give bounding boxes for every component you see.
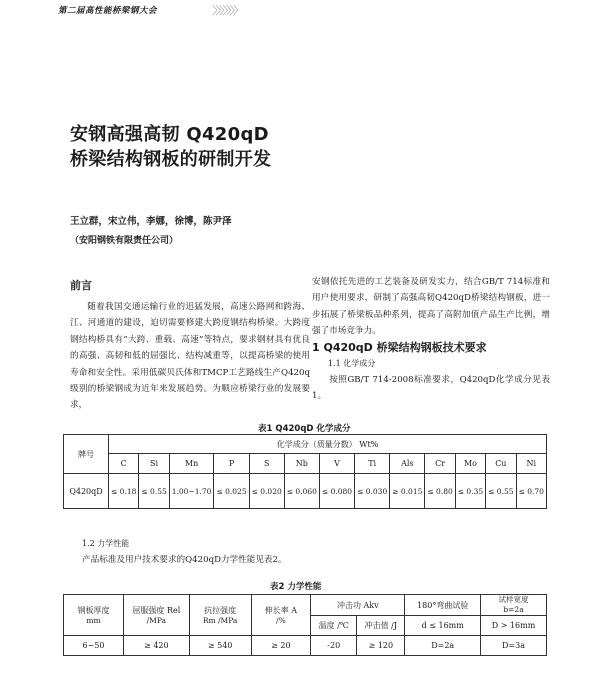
header-tensile-label: 抗拉强度 bbox=[204, 605, 237, 615]
element-header-cell: V bbox=[319, 454, 354, 474]
header-thickness bbox=[64, 595, 124, 636]
intro-paragraph-1: 随着我国交通运输行业的迅猛发展，高速公路网和跨海、江、河通道的建设，迫切需要修建大跨度钢结构桥梁。大跨度钢结构桥具有“大跨、重载、高速”等特点，要求钢材具有优良的高强、高韧和低的屈强比、结构减重等，以提高桥梁的使用寿命和安全性。采用低碳贝氏体和TMCP工艺路线生产Q420q级别的桥梁钢成为近年来发展趋势。为顺应桥梁行业的发展要求， bbox=[70, 302, 310, 411]
title-line-2: 桥梁结构钢板的研制开发 bbox=[70, 149, 272, 170]
element-header-cell: Ni bbox=[516, 454, 546, 474]
header-thickness-label: 钢板厚度 bbox=[77, 605, 110, 615]
section-1-1-heading: 1.1 化学成分 bbox=[328, 358, 376, 368]
composition-value-cell: ≤ 0.70 bbox=[516, 474, 546, 509]
property-value-cell: ≥ 540 bbox=[189, 636, 251, 656]
header-elongation bbox=[251, 595, 311, 636]
property-value-cell: -20 bbox=[311, 636, 357, 656]
composition-value-cell: 1.00~1.70 bbox=[169, 474, 214, 509]
composition-value-cell: ≤ 0.025 bbox=[214, 474, 249, 509]
title-line-1: 安钢高强高韧 Q420qD bbox=[70, 124, 269, 145]
header-impact: 冲击功 Akv bbox=[311, 595, 405, 616]
table-2-caption: 表2 力学性能 bbox=[270, 582, 322, 592]
header-elongation-label: 伸长率 A bbox=[264, 605, 298, 615]
table-1-caption: 表1 Q420qD 化学成分 bbox=[258, 424, 351, 434]
header-tensile bbox=[189, 595, 251, 636]
element-header-cell: Ti bbox=[355, 454, 390, 474]
header-bend: 180°弯曲试验 bbox=[405, 595, 481, 616]
section-1-2-heading: 1.2 力学性能 bbox=[82, 539, 130, 548]
composition-value-cell: ≤ 0.35 bbox=[455, 474, 485, 509]
chemical-composition-table bbox=[63, 434, 547, 509]
element-header-row bbox=[64, 454, 547, 474]
composition-value-cell: ≤ 0.060 bbox=[284, 474, 319, 509]
element-header-cell: Mn bbox=[169, 454, 214, 474]
header-width-sub: D > 16mm bbox=[481, 616, 547, 636]
element-header-cell: Cr bbox=[425, 454, 455, 474]
right-column bbox=[312, 274, 550, 404]
mechanical-properties-table bbox=[63, 594, 547, 656]
element-header-cell: Si bbox=[139, 454, 169, 474]
element-header-cell: Mo bbox=[455, 454, 485, 474]
composition-value-cell: ≤ 0.55 bbox=[139, 474, 169, 509]
chevron-decoration-icon: 〉〉〉〉〉〉〉 bbox=[212, 4, 242, 17]
element-header-cell: C bbox=[109, 454, 139, 474]
composition-value-cell: ≤ 0.55 bbox=[486, 474, 516, 509]
header-tensile-unit: Rm /MPa bbox=[202, 615, 238, 625]
property-value-cell: D=2a bbox=[405, 636, 481, 656]
property-value-cell: 6~50 bbox=[64, 636, 124, 656]
composition-value-cell: ≤ 0.020 bbox=[249, 474, 284, 509]
section-1-1-text: 按照GB/T 714-2008标准要求，Q420qD化学成分见表1。 bbox=[312, 374, 550, 402]
affiliation: （安阳钢铁有限责任公司） bbox=[70, 236, 179, 246]
left-column bbox=[70, 277, 310, 414]
header-elongation-unit: /% bbox=[276, 615, 286, 625]
header-bend-sub: d ≤ 16mm bbox=[405, 616, 481, 636]
composition-value-cell: ≤ 0.18 bbox=[109, 474, 139, 509]
table-row bbox=[64, 636, 547, 656]
header-yield-label: 屈服强度 Rel bbox=[132, 605, 181, 615]
element-header-cell: P bbox=[214, 454, 249, 474]
element-header-cell: Als bbox=[390, 454, 425, 474]
property-value-cell: ≥ 20 bbox=[251, 636, 311, 656]
header-grade: 牌号 bbox=[64, 435, 109, 474]
section-1-heading: 1 Q420qD 桥梁结构钢板技术要求 bbox=[312, 340, 487, 354]
header-composition: 化学成分（质量分数） Wt% bbox=[109, 435, 547, 454]
section-1-2-text: 产品标准及用户技术要求的Q420qD力学性能见表2。 bbox=[82, 555, 287, 565]
header-thickness-unit: mm bbox=[86, 615, 101, 625]
element-header-cell: Cu bbox=[486, 454, 516, 474]
grade-cell: Q420qD bbox=[64, 474, 109, 509]
header-impact-value: 冲击值 /J bbox=[357, 616, 405, 636]
composition-value-cell: ≤ 0.030 bbox=[355, 474, 390, 509]
composition-value-cell: ≤ 0.80 bbox=[425, 474, 455, 509]
intro-paragraph-2: 安钢依托先进的工艺装备及研发实力，结合GB/T 714标准和用户使用要求，研制了高强高韧Q420qD桥梁结构钢板，进一步拓展了桥梁板品种系列，提高了高附加值产品生产比例，增强了市场竞争力。 bbox=[312, 277, 550, 337]
property-value-cell: D=3a bbox=[481, 636, 547, 656]
property-value-cell: ≥ 120 bbox=[357, 636, 405, 656]
element-header-cell: S bbox=[249, 454, 284, 474]
header-yield bbox=[123, 595, 189, 636]
running-header: 第二届高性能桥梁钢大会 bbox=[58, 6, 158, 16]
table-row bbox=[64, 474, 547, 509]
authors: 王立群，宋立伟，李娜，徐博，陈尹泽 bbox=[70, 216, 232, 227]
header-width-label: 试样宽度 bbox=[498, 595, 529, 604]
intro-heading: 前言 bbox=[70, 279, 92, 292]
header-temperature: 温度 /℃ bbox=[311, 616, 357, 636]
composition-value-cell: ≥ 0.015 bbox=[390, 474, 425, 509]
header-width bbox=[481, 595, 547, 616]
property-value-cell: ≥ 420 bbox=[123, 636, 189, 656]
element-header-cell: Nb bbox=[284, 454, 319, 474]
composition-value-cell: ≤ 0.080 bbox=[319, 474, 354, 509]
header-width-unit: b=2a bbox=[503, 605, 524, 614]
header-yield-unit: /MPa bbox=[146, 615, 167, 625]
